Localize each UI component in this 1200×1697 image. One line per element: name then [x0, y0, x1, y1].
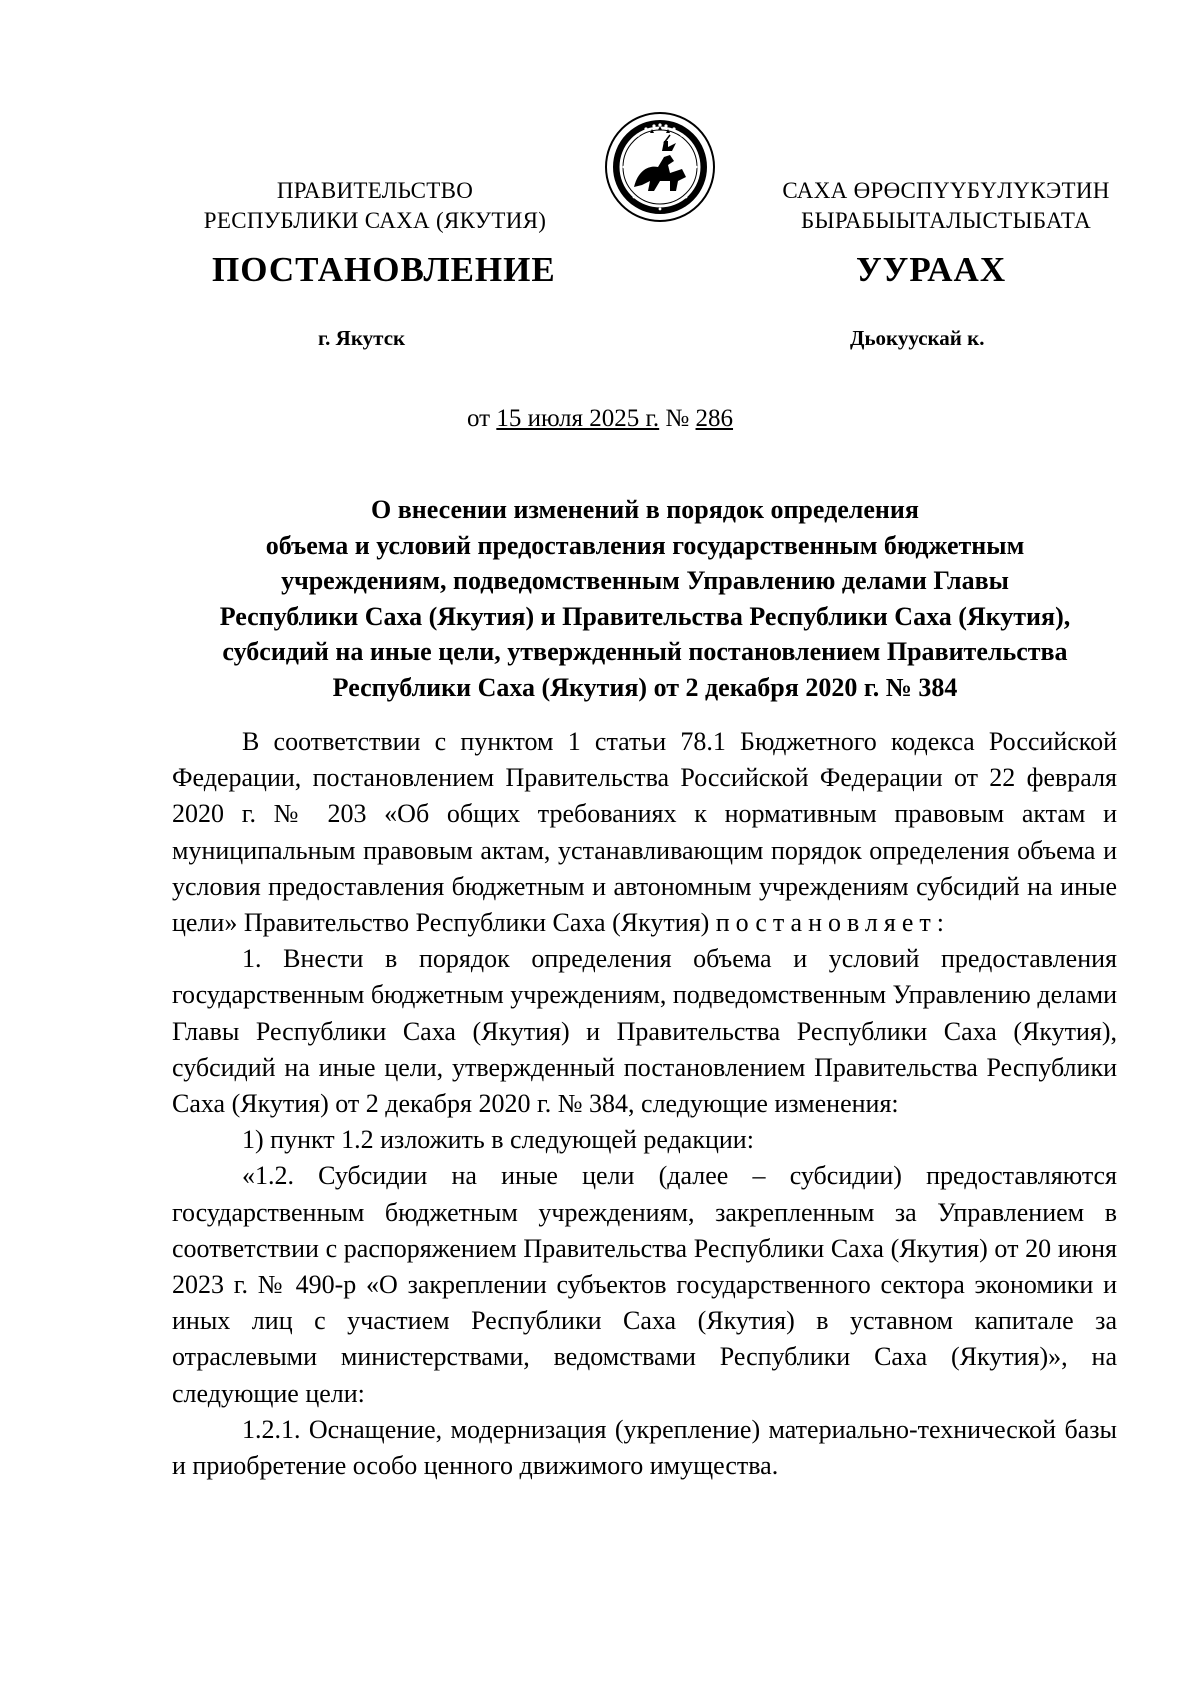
body-paragraph-subitem-1: 1) пункт 1.2 изложить в следующей редакции:	[242, 1125, 754, 1155]
body-paragraph-item-1: 1. Внести в порядок определения объема и условий предоставления государственным бюджетным учреждениям, подведомственным Управлению делами Главы Республики Саха (Якутия) и Правительства Республики Саха (Якутия), субсидий на иные цели, утвержденный постановлением Правительства Республики Саха (Якутия) от 2 декабря 2020 г. № 384, следующие изменения:	[172, 944, 1117, 1119]
document-date: 15 июля 2025 г.	[496, 405, 660, 432]
resolves-word: постановляет	[715, 908, 937, 938]
government-name-sakha-line2: БЫРАБЫЫТАЛЫСТЫБАТА	[800, 208, 1092, 233]
body-paragraph-preamble	[172, 724, 1117, 941]
government-name-sakha-line1: САХА ӨРӨСПҮҮБҮЛҮКЭТИН	[782, 178, 1110, 203]
document-title-line: учреждениям, подведомственным Управлению делами Главы	[281, 566, 1009, 595]
government-name-sakha	[736, 176, 1156, 236]
city-russian: г. Якутск	[318, 326, 406, 350]
city-sakha: Дьокуускай к.	[850, 326, 985, 350]
government-name-line2: РЕСПУБЛИКИ САХА (ЯКУТИЯ)	[203, 208, 547, 233]
document-title-line: объема и условий предоставления государственным бюджетным	[265, 530, 1025, 560]
date-and-number	[0, 405, 1200, 433]
document-title-line: О внесении изменений в порядок определения	[371, 495, 919, 524]
government-name-russian	[165, 176, 585, 236]
document-title-line: Республики Саха (Якутия) от 2 декабря 2020 г. № 384	[332, 672, 958, 702]
date-prefix: от	[466, 405, 497, 432]
number-sign: №	[659, 405, 696, 432]
document-number: 286	[695, 405, 734, 432]
document-title-line: субсидий на иные цели, утвержденный постановлением Правительства	[222, 637, 1068, 666]
body-paragraph-clause-1-2: «1.2. Субсидии на иные цели (далее – субсидии) предоставляются государственным бюджетным учреждениям, закрепленным за Управлением в соответствии с распоряжением Правительства Республики Саха (Якутия) от 20 июня 2023 г. № 490-р «О закреплении субъектов государственного сектора экономики и иных лиц с участием Республики Саха (Якутия) в уставном капитале за отраслевыми министерствами, ведомствами Республики Саха (Якутия)», на следующие цели:	[172, 1161, 1117, 1408]
document-body	[172, 724, 1117, 1484]
document-type-sakha: УУРААХ	[856, 250, 1007, 289]
government-name-line1: ПРАВИТЕЛЬСТВО	[276, 178, 474, 203]
document-title	[170, 492, 1120, 705]
preamble-colon: :	[936, 908, 945, 938]
document-title-line: Республики Саха (Якутия) и Правительства Республики Саха (Якутия),	[219, 601, 1071, 631]
body-paragraph-clause-1-2-1: 1.2.1. Оснащение, модернизация (укрепление) материально-технической базы и приобретение особо ценного движимого имущества.	[172, 1414, 1117, 1481]
sakha-yakutia-emblem-icon	[604, 111, 716, 223]
document-type-russian: ПОСТАНОВЛЕНИЕ	[212, 250, 556, 289]
preamble-text: В соответствии с пунктом 1 статьи 78.1 Бюджетного кодекса Российской Федерации, постановлением Правительства Российской Федерации от 22 февраля 2020 г. № 203 «Об общих требованиях к нормативным правовым актам и муниципальным правовым актам, устанавливающим порядок определения объема и условия предоставления бюджетным и автономным учреждениям субсидий на иные цели» Правительство Республики Саха (Якутия)	[172, 727, 1117, 938]
